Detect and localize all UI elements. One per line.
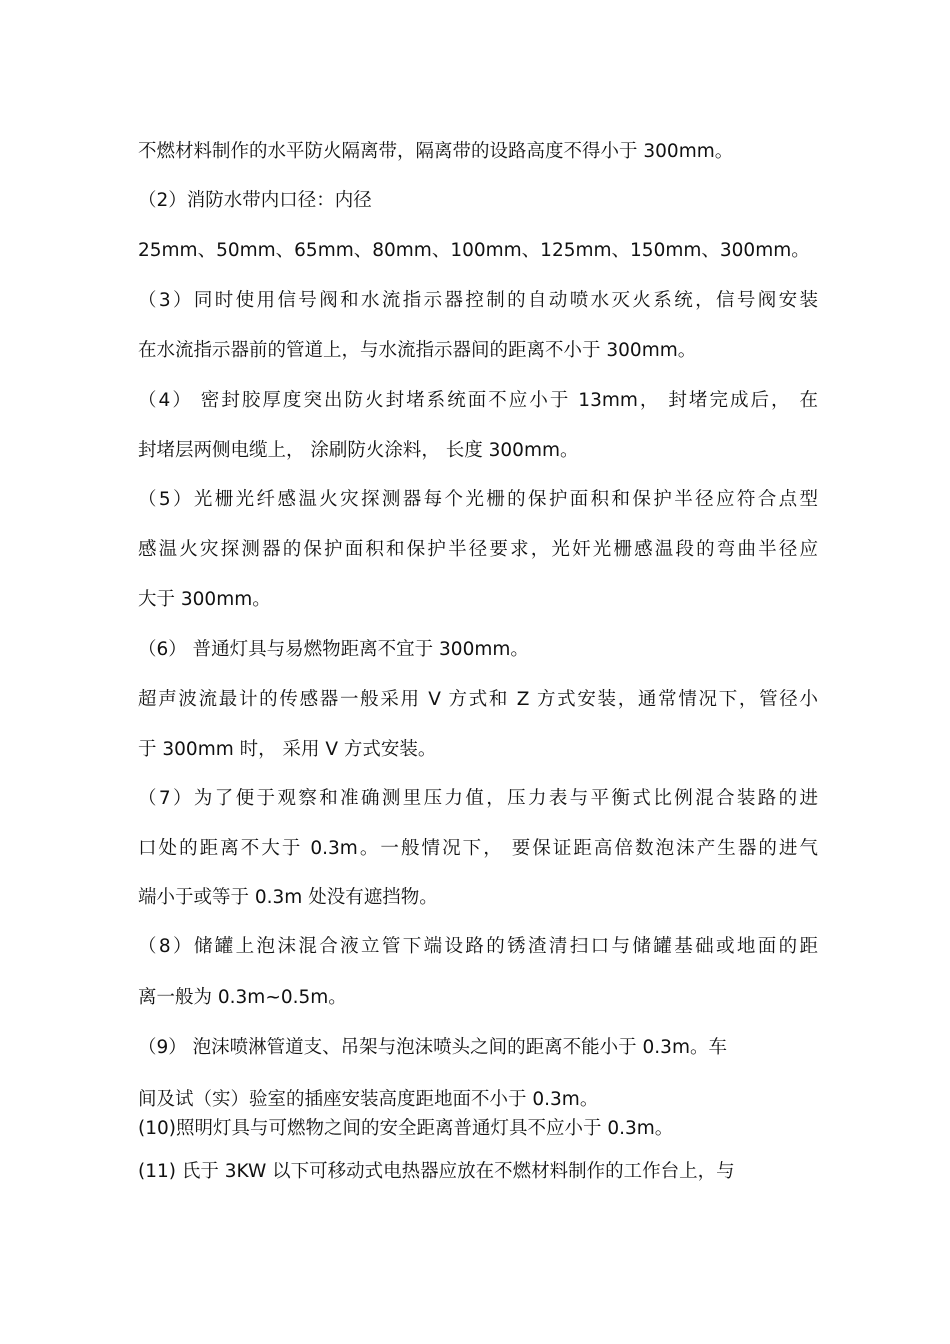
- text-line: (11) 氏于 3KW 以下可移动式电热器应放在不燃材料制作的工作台上，与: [138, 1161, 735, 1182]
- text-line: （4） 密封胶厚度突出防火封堵系统面不应小于 13mm， 封堵完成后， 在: [138, 390, 818, 411]
- text-line: 离一般为 0.3m~0.5m。: [138, 987, 347, 1008]
- text-line: （6） 普通灯具与易燃物距离不宜于 300mm。: [138, 639, 529, 660]
- text-line: 口处的距离不大于 0.3m。一般情况下， 要保证距高倍数泡沫产生器的进气: [138, 838, 818, 859]
- text-line: (10)照明灯具与可燃物之间的安全距离普通灯具不应小于 0.3m。: [138, 1118, 674, 1139]
- text-line: 超声波流最计的传感器一般采用 V 方式和 Z 方式安装，通常情况下，管径小: [138, 689, 818, 710]
- text-line: （7）为了便于观察和准确测里压力值，压力表与平衡式比例混合装路的进: [138, 788, 818, 809]
- text-line: 端小于或等于 0.3m 处没有遮挡物。: [138, 887, 438, 908]
- text-line: 于 300mm 时， 采用 V 方式安装。: [138, 739, 437, 760]
- text-line: 在水流指示器前的管道上，与水流指示器间的距离不小于 300mm。: [138, 340, 697, 361]
- text-line: 大于 300mm。: [138, 589, 271, 610]
- text-line: （5）光栅光纤感温火灾探测器每个光栅的保护面积和保护半径应符合点型: [138, 489, 818, 510]
- text-line: 25mm、50mm、65mm、80mm、100mm、125mm、150mm、300mm。: [138, 240, 810, 261]
- text-line: （9） 泡沫喷淋管道支、吊架与泡沫喷头之间的距离不能小于 0.3m。车: [138, 1037, 727, 1058]
- text-line: （3）同时使用信号阀和水流指示器控制的自动喷水灭火系统，信号阀安装: [138, 290, 818, 311]
- text-line: 感温火灾探测器的保护面积和保护半径要求，光奸光栅感温段的弯曲半径应: [138, 539, 818, 560]
- text-line: （2）消防水带内口径：内径: [138, 190, 372, 211]
- text-line: 封堵层两侧电缆上， 涂刷防火涂料， 长度 300mm。: [138, 440, 579, 461]
- text-line: 间及试（实）验室的插座安装高度距地面不小于 0.3m。: [138, 1089, 599, 1110]
- text-line: （8）储罐上泡沫混合液立管下端设路的锈渣清扫口与储罐基础或地面的距: [138, 936, 818, 957]
- text-line: 不燃材料制作的水平防火隔离带，隔离带的设路高度不得小于 300mm。: [138, 141, 734, 162]
